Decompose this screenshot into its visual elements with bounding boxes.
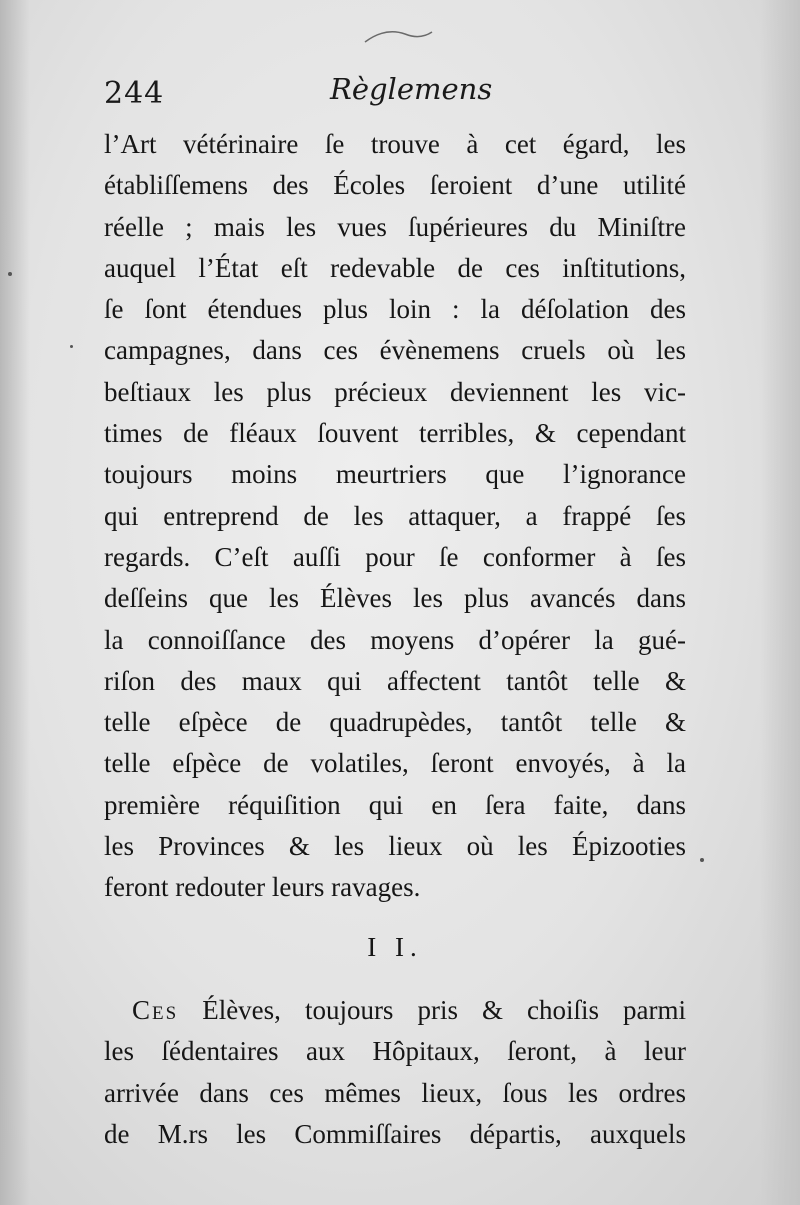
text-line: la connoiſſance des moyens d’opérer la gué- (104, 624, 686, 655)
page-edge-shadow-left (0, 0, 30, 1205)
paper-speck (700, 858, 704, 862)
text-line: deſſeins que les Élèves les plus avancés dans (104, 583, 686, 614)
text-line: feront redouter leurs ravages. (104, 872, 421, 903)
paper-speck (8, 272, 12, 276)
page-header (104, 68, 686, 118)
text-line: times de fléaux ſouvent terribles, & cependant (104, 418, 686, 449)
text-line: les Provinces & les lieux où les Épizooties (104, 831, 686, 862)
text-line: auquel l’État eſt redevable de ces inſtitutions, (104, 252, 686, 283)
first-line-text: Élèves, toujours pris & choiſis parmi (178, 995, 686, 1025)
paragraph-2 (104, 990, 686, 1155)
text-line: beſtiaux les plus précieux deviennent les vic- (104, 376, 686, 407)
text-line (104, 990, 686, 1031)
running-head: Règlemens (330, 72, 493, 106)
text-line: réelle ; mais les vues ſupérieures du Miniſtre (104, 211, 686, 242)
text-line: première réquiſition qui en ſera faite, dans (104, 789, 686, 820)
text-line: ſe ſont étendues plus loin : la déſolation des (104, 294, 686, 325)
section-initial-word: Ces (132, 995, 179, 1025)
text-line: qui entreprend de les attaquer, a frappé ſes (104, 500, 686, 531)
paragraph-1 (104, 124, 686, 909)
text-line: telle eſpèce de quadrupèdes, tantôt telle & (104, 707, 686, 738)
text-line: riſon des maux qui affectent tantôt telle & (104, 665, 686, 696)
text-line: toujours moins meurtriers que l’ignorance (104, 459, 686, 490)
text-line: telle eſpèce de volatiles, ſeront envoyés, à la (104, 748, 686, 779)
section-heading: I I. (367, 932, 423, 962)
paper-speck (70, 345, 73, 348)
page-number: 244 (104, 76, 165, 111)
page-edge-shadow-right (760, 0, 800, 1205)
text-line: les ſédentaires aux Hôpitaux, ſeront, à leur (104, 1036, 686, 1067)
text-line: campagnes, dans ces évènemens cruels où les (104, 335, 686, 366)
text-line: l’Art vétérinaire ſe trouve à cet égard, les (104, 129, 686, 159)
page-flourish-mark (360, 22, 440, 52)
text-line: regards. C’eſt auſſi pour ſe conformer à ſes (104, 541, 686, 572)
text-line: de M.rs les Commiſſaires départis, auxquels (104, 1118, 686, 1149)
text-line: établiſſemens des Écoles ſeroient d’une utilité (104, 170, 686, 201)
text-line: arrivée dans ces mêmes lieux, ſous les ordres (104, 1077, 686, 1108)
